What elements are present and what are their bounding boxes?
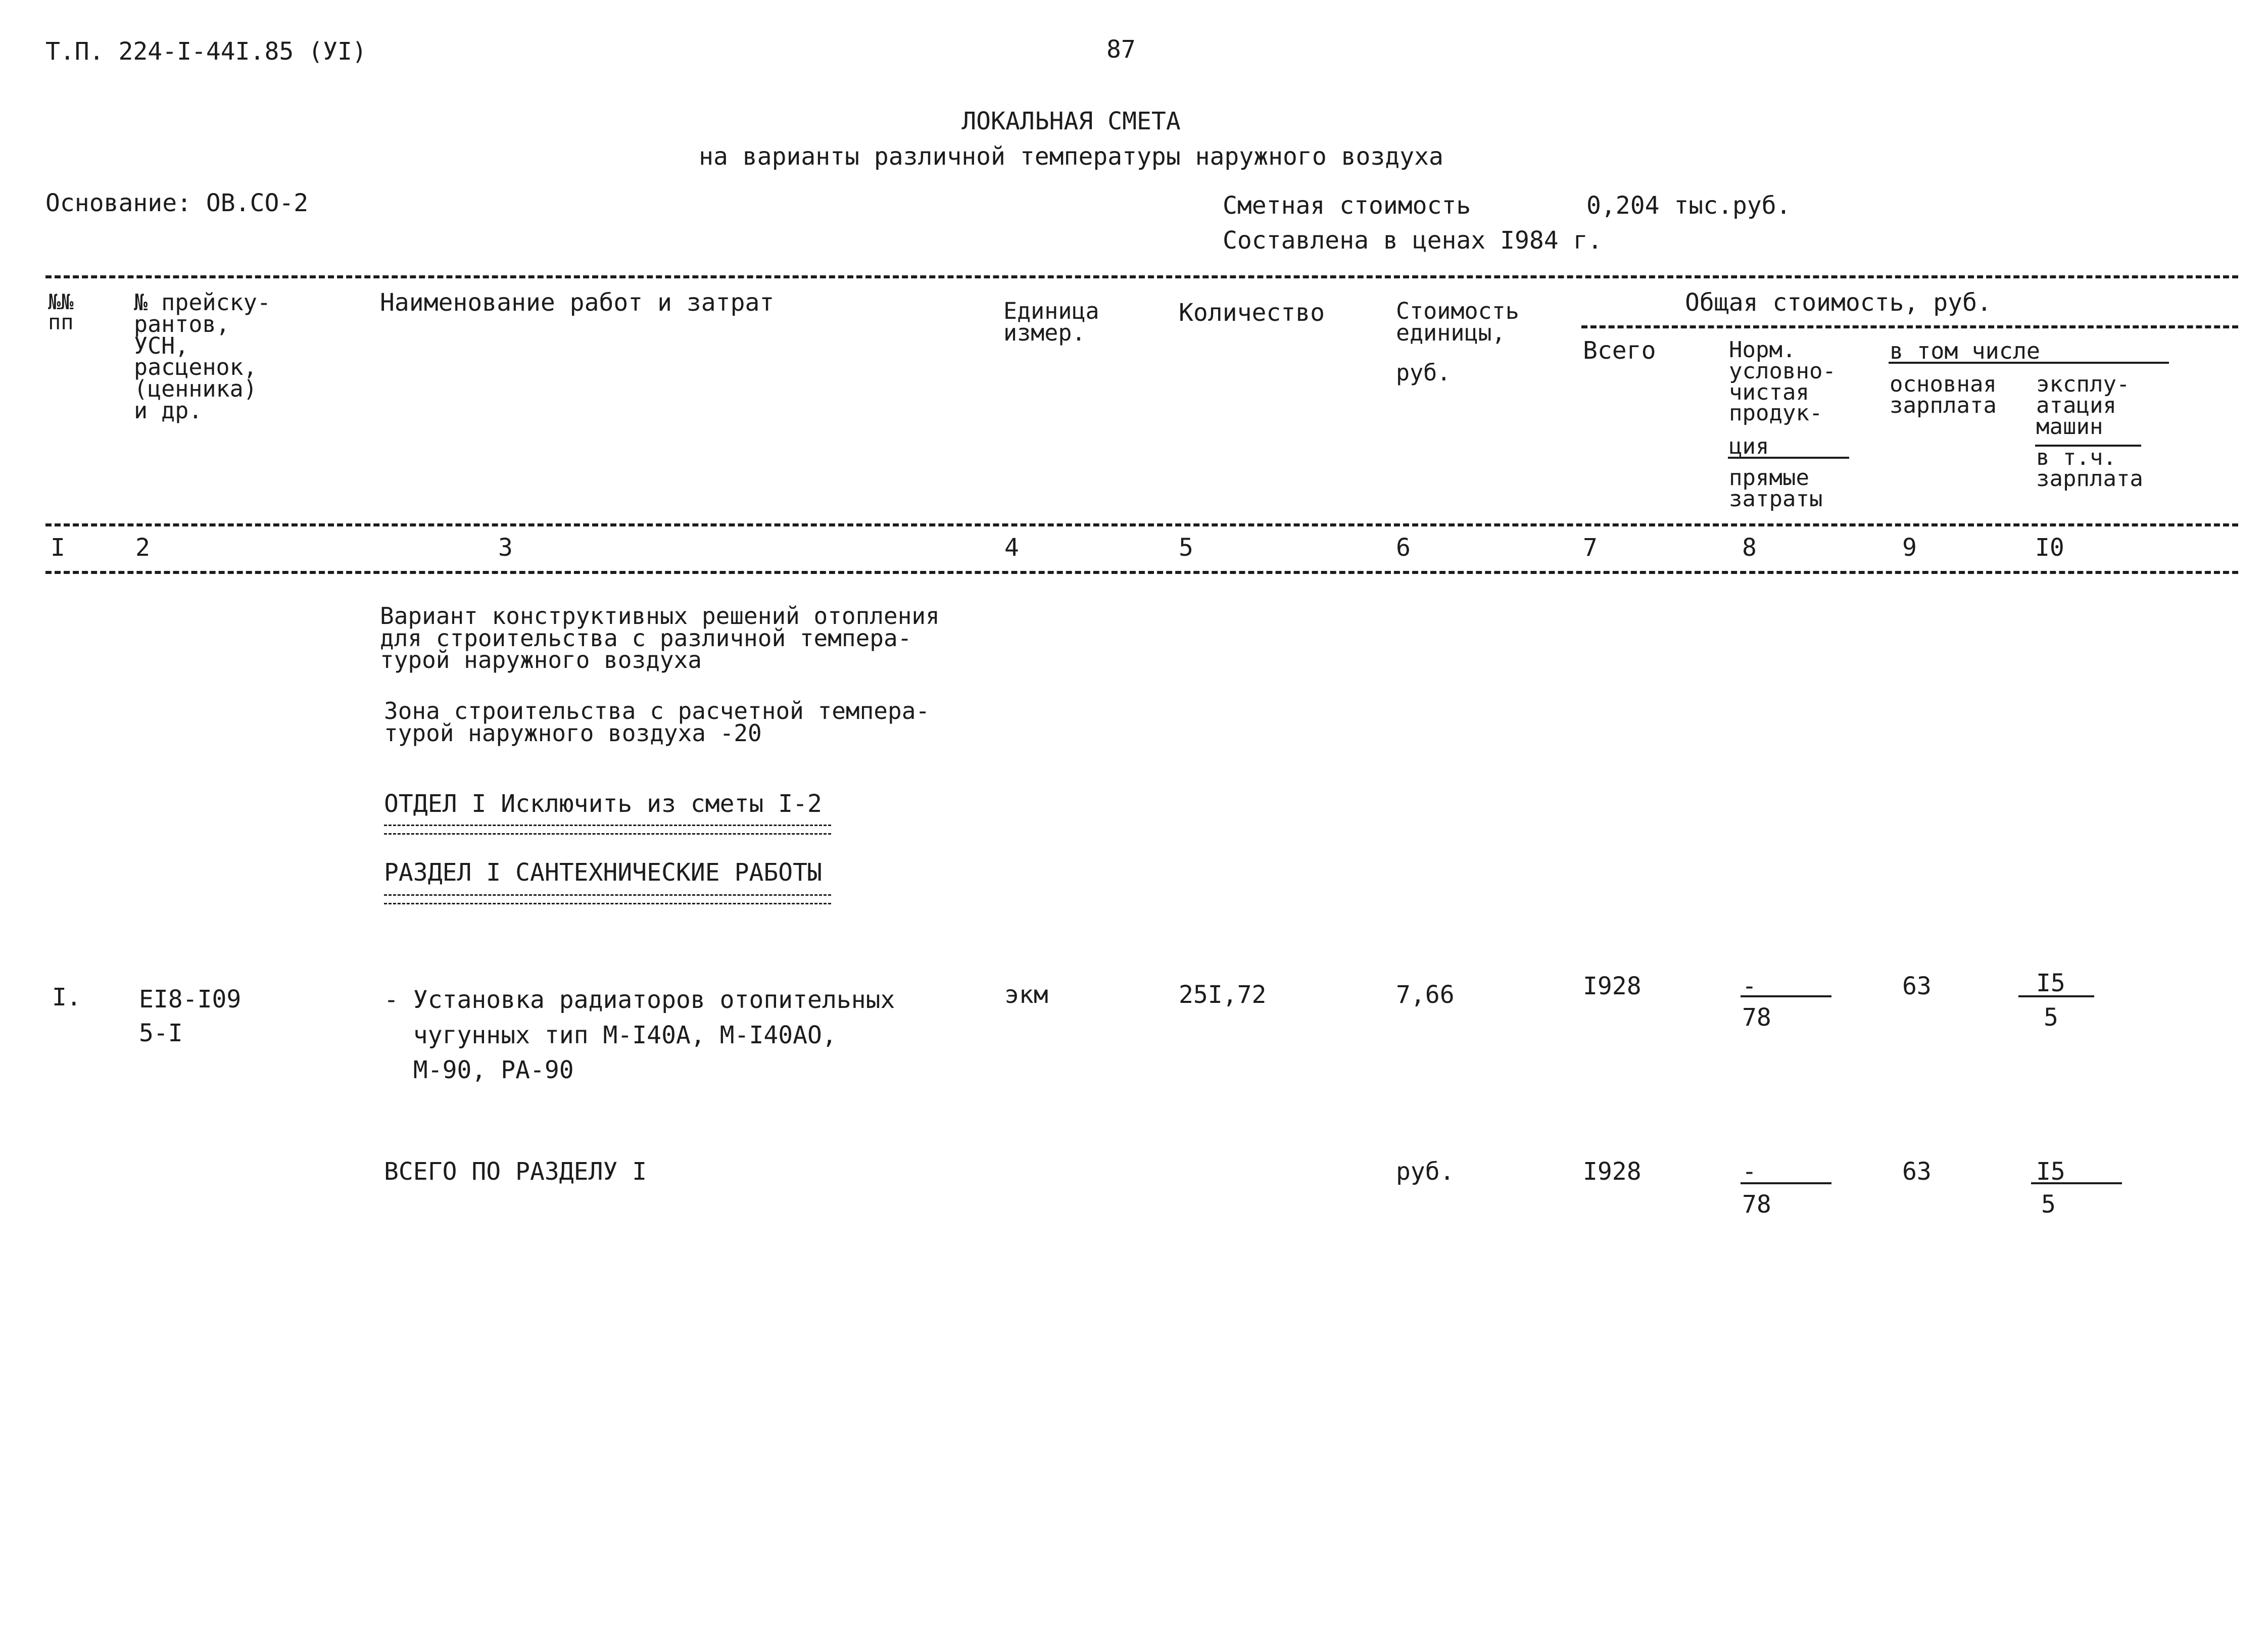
- estimated-cost-value: 0,204 тыс.руб.: [1586, 191, 1791, 220]
- col-header-base-salary: основная зарплата: [1890, 371, 1997, 418]
- prices-note: Составлена в ценах I984 г.: [1223, 226, 1603, 255]
- col-header-unit-cost: Стоимость единицы,: [1396, 298, 1519, 346]
- basis-label: Основание: ОВ.СО-2: [45, 189, 309, 217]
- including-underline: [1889, 362, 2169, 364]
- col-header-machine-operation: эксплу- атация машин: [2036, 371, 2130, 440]
- col-header-work-name: Наименование работ и затрат: [380, 288, 775, 317]
- col-header-unit: Единица измер.: [1003, 298, 1099, 346]
- section-total-unit: руб.: [1396, 1157, 1455, 1186]
- double-underline: [384, 825, 831, 835]
- estimated-cost-label: Сметная стоимость: [1223, 191, 1471, 220]
- document-code: Т.П. 224-I-44I.85 (УI): [45, 37, 367, 66]
- variant-description: Вариант конструктивных решений отопления для строительства с различной темпера- турой наружного воздуха: [380, 602, 940, 674]
- column-number: 8: [1742, 534, 1757, 562]
- row-price-code: EI8-I09 5-I: [139, 985, 242, 1048]
- row-total: I928: [1583, 972, 1642, 1000]
- department-heading: ОТДЕЛ I Исключить из сметы I-2: [384, 790, 822, 818]
- column-numbers-rule: [45, 571, 2238, 574]
- col-header-including: в том числе: [1890, 337, 2041, 364]
- row-unit-cost: 7,66: [1396, 981, 1455, 1009]
- group-header-rule: [1581, 325, 2238, 328]
- section-total-machine-operation: I5: [2036, 1157, 2065, 1186]
- column-number: 2: [135, 534, 150, 562]
- column-number: 4: [1004, 534, 1019, 562]
- col-header-norm-production: Норм. условно- чистая продук-: [1729, 337, 1836, 426]
- section-total-base-salary: 63: [1902, 1157, 1932, 1186]
- col-header-number: №№ пп: [48, 289, 74, 334]
- col-header-total-cost-group: Общая стоимость, руб.: [1685, 288, 1992, 317]
- col-header-total: Всего: [1583, 336, 1656, 365]
- fraction-line: [2031, 1182, 2122, 1184]
- row-work-name: - Установка радиаторов отопительных чугунных тип М-I40А, М-I40АО, М-90, РА-90: [384, 986, 895, 1085]
- double-underline: [384, 894, 831, 904]
- section-heading: РАЗДЕЛ I САНТЕХНИЧЕСКИЕ РАБОТЫ: [384, 858, 822, 887]
- row-unit: экм: [1004, 981, 1048, 1009]
- fraction-line: [1741, 995, 1831, 997]
- row-direct-costs: 78: [1742, 1003, 1771, 1032]
- section-total-direct-costs: 78: [1742, 1190, 1771, 1219]
- row-machine-operation: I5: [2036, 969, 2065, 997]
- section-total-machine-salary: 5: [2041, 1190, 2056, 1219]
- column-number: 6: [1396, 534, 1411, 562]
- col-header-quantity: Количество: [1179, 299, 1325, 327]
- section-total-label: ВСЕГО ПО РАЗДЕЛУ I: [384, 1157, 647, 1186]
- column-number: 5: [1179, 534, 1193, 562]
- row-number: I.: [52, 983, 81, 1011]
- col-header-norm-production-end: ция: [1729, 433, 1769, 459]
- fraction-line: [1728, 457, 1849, 459]
- table-top-rule: [45, 275, 2238, 278]
- fraction-line: [2018, 995, 2094, 997]
- fraction-line: [1741, 1182, 1831, 1184]
- col-header-unit-cost-currency: руб.: [1396, 359, 1451, 386]
- col-header-machine-salary: в т.ч. зарплата: [2036, 445, 2143, 492]
- zone-description: Зона строительства с расчетной темпера- турой наружного воздуха -20: [384, 697, 930, 747]
- row-quantity: 25I,72: [1179, 981, 1267, 1009]
- column-number: 3: [498, 534, 513, 562]
- document-title: ЛОКАЛЬНАЯ СМЕТА: [961, 107, 1181, 135]
- section-total-amount: I928: [1583, 1157, 1642, 1186]
- column-number: 9: [1902, 534, 1917, 562]
- row-base-salary: 63: [1902, 972, 1932, 1000]
- col-header-price-list: № прейску- рантов, УСН, расценок, (ценника) и др.: [134, 289, 271, 424]
- column-number: I0: [2035, 534, 2064, 562]
- row-machine-salary: 5: [2044, 1003, 2058, 1032]
- header-bottom-rule: [45, 523, 2238, 526]
- document-subtitle: на варианты различной температуры наружного воздуха: [699, 142, 1443, 171]
- section-total-norm-production: -: [1742, 1157, 1757, 1186]
- column-number: I: [51, 534, 65, 562]
- page-number: 87: [1106, 35, 1136, 64]
- col-header-direct-costs: прямые затраты: [1729, 465, 1823, 512]
- column-number: 7: [1583, 534, 1598, 562]
- row-norm-production: -: [1742, 972, 1757, 1000]
